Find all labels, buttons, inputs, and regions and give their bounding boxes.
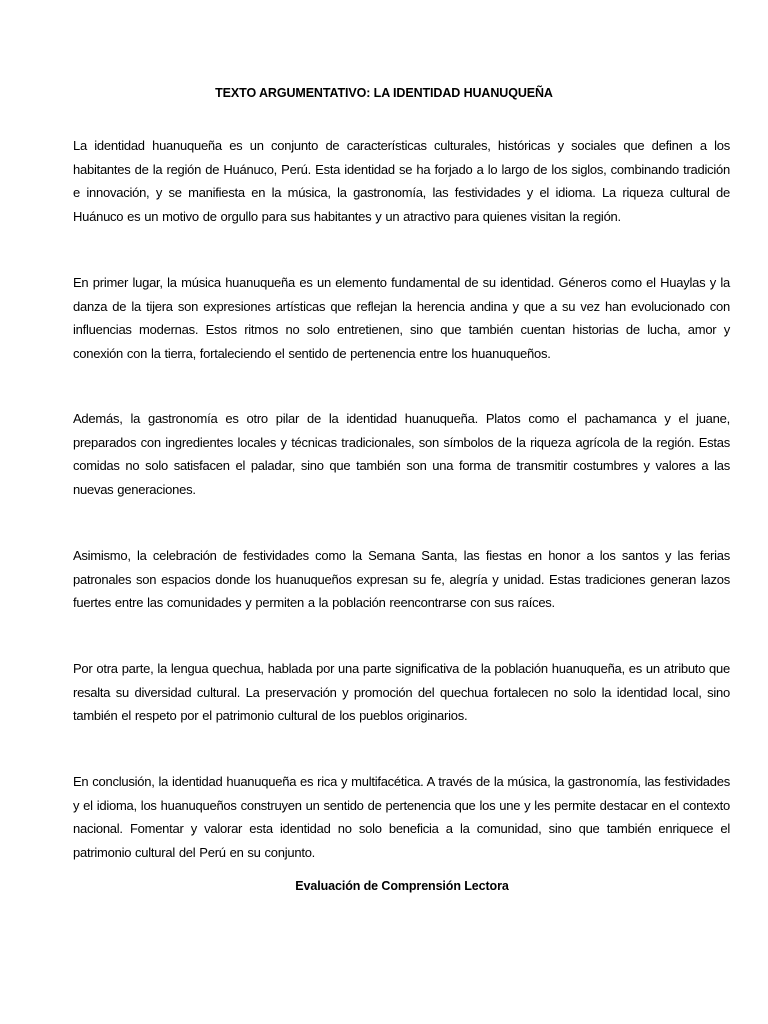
section-subtitle: Evaluación de Comprensión Lectora: [295, 879, 509, 893]
paragraph-festivities: Asimismo, la celebración de festividades como la Semana Santa, las fiestas en honor a los santos y las ferias patronales son espacios donde los huanuqueños expresan su fe, alegría y unidad. Estas tradiciones generan lazos fuertes entre las comunidades y permiten a la población reencontrarse con sus raíces.: [73, 548, 730, 610]
paragraph-language: Por otra parte, la lengua quechua, hablada por una parte significativa de la población huanuqueña, es un atributo que resalta su diversidad cultural. La preservación y promoción del quechua fortalecen no solo la identidad local, sino también el respeto por el patrimonio cultural de los pueblos originarios.: [73, 661, 730, 723]
paragraph-gastronomy: Además, la gastronomía es otro pilar de la identidad huanuqueña. Platos como el pachamanca y el juane, preparados con ingredientes locales y técnicas tradicionales, son símbolos de la riqueza agrícola de la región. Estas comidas no solo satisfacen el paladar, sino que también son una forma de transmitir costumbres y valores a las nuevas generaciones.: [73, 411, 730, 497]
paragraph-conclusion: En conclusión, la identidad huanuqueña es rica y multifacética. A través de la música, la gastronomía, las festividades y el idioma, los huanuqueños construyen un sentido de pertenencia que los une y les permite destacar en el contexto nacional. Fomentar y valorar esta identidad no solo beneficia a la comunidad, sino que también enriquece el patrimonio cultural del Perú en su conjunto.: [73, 774, 730, 860]
document-title: TEXTO ARGUMENTATIVO: LA IDENTIDAD HUANUQUEÑA: [215, 86, 553, 100]
paragraph-music: En primer lugar, la música huanuqueña es un elemento fundamental de su identidad. Géneros como el Huaylas y la danza de la tijera son expresiones artísticas que reflejan la herencia andina y que a su vez han evolucionado con influencias modernas. Estos ritmos no solo entretienen, sino que también cuentan historias de lucha, amor y conexión con la tierra, fortaleciendo el sentido de pertenencia entre los huanuqueños.: [73, 275, 730, 361]
paragraph-introduction: La identidad huanuqueña es un conjunto de características culturales, históricas y sociales que definen a los habitantes de la región de Huánuco, Perú. Esta identidad se ha forjado a lo largo de los siglos, combinando tradición e innovación, y se manifiesta en la música, la gastronomía, las festividades y el idioma. La riqueza cultural de Huánuco es un motivo de orgullo para sus habitantes y un atractivo para quienes visitan la región.: [73, 138, 730, 224]
